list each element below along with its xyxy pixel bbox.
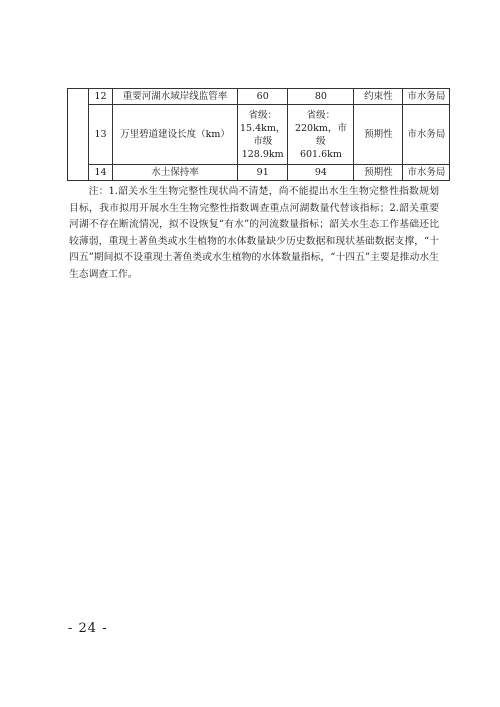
base-value: 60 [238,89,288,105]
table-row [68,165,450,181]
note-text: 注：1.韶关水生生物完整性现状尚不清楚，尚不能提出水生生物完整性指数规划目标，我市拟用开展水生生物完整性指数调查重点河湖数量代替该指标；2.韶关重要河湖不存在断流情况，拟不设恢复“有水”的河流数量指标；韶关水生态工作基础还比较薄弱，重现土著鱼类或水生植物的水体数量缺少历史数据和现状基础数据支撑，“十四五”期间拟不设重现土著鱼类或水生植物的水体数量指标，“十四五”主要是推动水生生态调查工作。 [69,186,439,280]
indicator-name: 水土保持率 [113,165,238,181]
base-value: 91 [238,165,288,181]
target-value: 94 [288,165,354,181]
row-number: 13 [89,105,113,165]
row-number: 14 [89,165,113,181]
table-note [69,184,439,283]
category-cell [68,89,89,181]
base-value: 省级： 15.4km， 市级 128.9km [238,105,288,165]
table-row [68,89,450,105]
indicator-name: 重要河湖水域岸线监管率 [113,89,238,105]
table-row [68,105,450,165]
row-number: 12 [89,89,113,105]
target-value: 80 [288,89,354,105]
indicator-type: 预期性 [354,165,403,181]
indicator-type: 约束性 [354,89,403,105]
target-value: 省级： 220km，市级 601.6km [288,105,354,165]
responsible-dept: 市水务局 [403,105,450,165]
indicator-name: 万里碧道建设长度（km） [113,105,238,165]
responsible-dept: 市水务局 [403,89,450,105]
indicator-table [67,88,450,181]
indicator-type: 预期性 [354,105,403,165]
responsible-dept: 市水务局 [403,165,450,181]
page-number: - 24 - [68,621,108,636]
